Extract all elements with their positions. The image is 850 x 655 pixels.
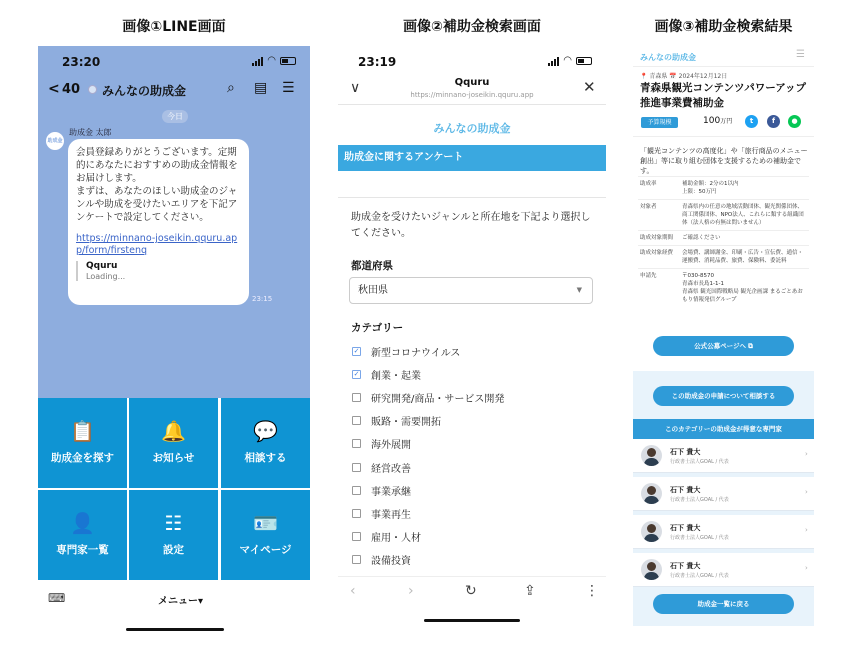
- grant-title: 青森県観光コンテンツパワーアップ推進事業費補助金: [640, 82, 807, 109]
- menu-label: お知らせ: [152, 452, 195, 464]
- chat-area: [38, 46, 310, 398]
- chevron-right-icon: ›: [805, 526, 808, 534]
- detail-value: 青森県内の任意の地域活動団体、観光関係団体、商工関係団体、NPO法人、これらに類する組織団体（法人格の有無は問いません）: [680, 200, 809, 231]
- hamburger-icon[interactable]: ☰: [796, 49, 805, 60]
- sender-name: 助成金 太郎: [69, 128, 112, 137]
- official-page-button[interactable]: 公式公募ページへ ⧉: [653, 336, 794, 356]
- category-heading: カテゴリー: [351, 322, 404, 334]
- category-checkbox[interactable]: [352, 552, 411, 568]
- grant-details-table: [638, 176, 809, 307]
- menu-experts-button[interactable]: [38, 490, 127, 580]
- link-preview-card[interactable]: [76, 261, 241, 281]
- hamburger-icon[interactable]: ☰: [282, 80, 295, 96]
- menu-label: マイページ: [239, 544, 292, 556]
- site-name: Qquru: [454, 77, 490, 88]
- menu-label: 助成金を探す: [51, 452, 114, 464]
- id-card-icon: 🪪: [253, 511, 278, 535]
- sender-avatar[interactable]: 助成金: [46, 132, 64, 150]
- checkbox-icon[interactable]: [352, 509, 361, 518]
- expert-title: 行政書士法人GOAL / 代表: [670, 497, 729, 503]
- message-text: 会員登録ありがとうございます。定期的にあなたにおすすめの助成金情報をお届けします。 まずは、あなたのほしい助成金のジャンルや助成を受けたいエリアを下記アンケートで設定してください。: [76, 147, 238, 223]
- twitter-share-icon[interactable]: t: [745, 115, 758, 128]
- forward-icon[interactable]: ›: [408, 583, 414, 599]
- status-icons: [548, 56, 592, 66]
- budget-amount: [703, 116, 732, 126]
- divider: [633, 66, 814, 67]
- back-to-list-button[interactable]: 助成金一覧に戻る: [653, 594, 794, 614]
- keyboard-icon[interactable]: ⌨: [48, 591, 66, 605]
- table-row: [638, 269, 809, 308]
- prefecture-select[interactable]: [349, 277, 593, 304]
- category-label: 設備投資: [371, 556, 411, 568]
- grant-meta: 📍 青森県 📅 2024年12月12日: [640, 73, 728, 80]
- signal-icon: [548, 57, 559, 66]
- avatar: [641, 445, 662, 466]
- site-logo: みんなの助成金: [433, 122, 511, 135]
- budget-tag: 予算規模: [641, 117, 678, 128]
- expert-list-item[interactable]: [633, 515, 814, 549]
- category-checkbox[interactable]: [352, 366, 421, 382]
- link-preview-status: Loading...: [86, 272, 126, 281]
- experts-heading: このカテゴリーの助成金が得意な専門家: [633, 419, 814, 439]
- site-logo[interactable]: みんなの助成金: [640, 53, 696, 62]
- menu-toggle[interactable]: メニュー▾: [158, 596, 204, 607]
- detail-value: 会場費、講師謝金、印刷・広告・宣伝費、通信・運搬費、消耗品費、旅費、保険料、委託料: [680, 246, 809, 269]
- category-label: 経営改善: [371, 463, 411, 475]
- account-icon: [88, 85, 97, 94]
- unread-count[interactable]: 40: [62, 82, 81, 97]
- chevron-right-icon: ›: [805, 488, 808, 496]
- survey-banner: 助成金に関するアンケート: [338, 145, 606, 171]
- detail-key: 助成対象経費: [638, 246, 680, 269]
- caret-down-icon: ▼: [576, 286, 582, 294]
- expert-name: 石下 貴大: [670, 562, 701, 570]
- close-icon[interactable]: ✕: [583, 78, 596, 96]
- amount-unit: 万円: [720, 118, 733, 125]
- expert-name: 石下 貴大: [670, 486, 701, 494]
- category-label: 新型コロナウイルス: [371, 347, 461, 359]
- browser-toolbar: [338, 576, 606, 606]
- category-label: 販路・需要開拓: [371, 417, 441, 429]
- prefecture-heading: 都道府県: [351, 260, 393, 272]
- clipboard-icon: 📋: [70, 419, 95, 443]
- menu-label: 専門家一覧: [56, 544, 109, 556]
- category-label: 海外展開: [371, 440, 411, 452]
- date-chip: 今日: [162, 110, 188, 123]
- wifi-icon: ◠: [563, 55, 572, 66]
- signal-icon: [252, 57, 263, 66]
- checkbox-icon[interactable]: [352, 439, 361, 448]
- divider: [338, 197, 606, 198]
- share-icon[interactable]: ⇪: [524, 583, 536, 599]
- message-time: 23:15: [252, 295, 273, 303]
- expert-title: 行政書士法人GOAL / 代表: [670, 459, 729, 465]
- message-bubble: [68, 139, 249, 305]
- detail-value: 補助金額：2分の1以内 上限：50万円: [680, 177, 809, 200]
- expert-name: 石下 貴大: [670, 524, 701, 532]
- expert-list-item[interactable]: [633, 477, 814, 511]
- chat-header: [38, 76, 310, 106]
- battery-icon: [576, 57, 592, 65]
- category-label: 雇用・人材: [371, 533, 421, 545]
- status-time: 23:19: [358, 55, 397, 69]
- category-checkbox[interactable]: [352, 413, 441, 429]
- home-indicator: [126, 628, 224, 631]
- avatar: [641, 559, 662, 580]
- checkbox-checked-icon[interactable]: ✓: [353, 346, 360, 355]
- table-row: [638, 231, 809, 246]
- line-screen: [38, 46, 310, 640]
- bell-icon: 🔔: [161, 419, 186, 443]
- status-icons: [252, 56, 296, 66]
- rich-menu: [38, 398, 310, 581]
- category-checkbox[interactable]: [352, 529, 421, 545]
- checkbox-icon[interactable]: [352, 393, 361, 402]
- expert-name: 石下 貴大: [670, 448, 701, 456]
- amount-value: 100: [703, 116, 721, 126]
- intro-text: 助成金を受けたいジャンルと所在地を下記より選択してください。: [351, 212, 591, 239]
- table-row: [638, 246, 809, 269]
- category-label: 事業再生: [371, 509, 411, 521]
- chat-title: みんなの助成金: [102, 84, 187, 98]
- result-screen: [633, 46, 814, 626]
- menu-find-grant-button[interactable]: [38, 398, 127, 488]
- back-icon[interactable]: ‹: [350, 583, 356, 599]
- checkbox-icon[interactable]: [352, 463, 361, 472]
- avatar: [641, 483, 662, 504]
- detail-key: 助成対象期間: [638, 231, 680, 246]
- menu-consult-button[interactable]: [221, 398, 310, 488]
- detail-key: 助成率: [638, 177, 680, 200]
- table-row: [638, 200, 809, 231]
- category-checkbox[interactable]: [352, 343, 460, 359]
- menu-label: 相談する: [244, 452, 287, 464]
- category-checkbox[interactable]: [352, 389, 504, 405]
- category-label: 創業・起業: [371, 370, 421, 382]
- checkbox-icon[interactable]: [352, 555, 361, 564]
- more-icon[interactable]: ⋮: [585, 583, 599, 599]
- expert-title: 行政書士法人GOAL / 代表: [670, 573, 729, 579]
- status-time: 23:20: [62, 55, 101, 69]
- detail-key: 申請先: [638, 269, 680, 308]
- category-checkbox[interactable]: [352, 459, 411, 475]
- caption-search: 画像②補助金検索画面: [403, 19, 541, 35]
- menu-settings-button[interactable]: [129, 490, 218, 580]
- line-share-icon[interactable]: ●: [788, 115, 801, 128]
- link-preview-title: Qquru: [86, 261, 118, 271]
- menu-label: 設定: [163, 544, 184, 556]
- category-checkbox[interactable]: [352, 482, 411, 498]
- chevron-right-icon: ›: [805, 564, 808, 572]
- survey-link[interactable]: https://minnano-joseikin.qquru.app/form/firstenq: [76, 233, 238, 256]
- battery-icon: [280, 57, 296, 65]
- detail-value: ご確認ください: [680, 231, 809, 246]
- checkbox-checked-icon[interactable]: ✓: [353, 369, 360, 378]
- search-icon[interactable]: ⌕: [227, 80, 235, 96]
- expert-list-item[interactable]: [633, 439, 814, 473]
- category-checkbox[interactable]: [352, 436, 411, 452]
- category-checkbox[interactable]: [352, 505, 411, 521]
- checkbox-icon[interactable]: [352, 416, 361, 425]
- note-icon[interactable]: ▤: [254, 80, 268, 96]
- category-label: 事業承継: [371, 486, 411, 498]
- table-row: [638, 177, 809, 200]
- expert-title: 行政書士法人GOAL / 代表: [670, 535, 729, 541]
- avatar: [641, 521, 662, 542]
- divider: [633, 136, 814, 137]
- chat-icon: 💬: [253, 419, 278, 443]
- person-icon: 👤: [70, 511, 95, 535]
- expert-list-item[interactable]: [633, 553, 814, 587]
- category-label: 研究開発/商品・サービス開発: [371, 393, 505, 405]
- reload-icon[interactable]: ↻: [465, 583, 477, 599]
- grant-description: 「観光コンテンツの高度化」や「旅行商品のメニュー創出」等に取り組む団体を支援するための補助金です。: [640, 147, 808, 175]
- facebook-share-icon[interactable]: f: [767, 115, 780, 128]
- url-text: https://minnano-joseikin.qquru.app: [410, 91, 534, 99]
- home-indicator: [424, 619, 520, 622]
- menu-mypage-button[interactable]: [221, 490, 310, 580]
- wifi-icon: ◠: [267, 55, 276, 66]
- sliders-icon: ☷: [164, 511, 183, 535]
- divider: [338, 104, 606, 105]
- caption-result: 画像③補助金検索結果: [654, 19, 793, 35]
- consult-button[interactable]: この助成金の申請について相談する: [653, 386, 794, 406]
- caption-line: 画像①LINE画面: [122, 19, 226, 35]
- checkbox-icon[interactable]: [352, 532, 361, 541]
- back-chevron-icon[interactable]: <: [48, 81, 60, 97]
- chevron-right-icon: ›: [805, 450, 808, 458]
- prefecture-value: 秋田県: [358, 285, 388, 296]
- detail-key: 対象者: [638, 200, 680, 231]
- search-screen: [338, 46, 606, 640]
- checkbox-icon[interactable]: [352, 486, 361, 495]
- menu-bar: [38, 581, 310, 640]
- detail-value: 〒030-8570 青森市長島1-1-1 青森県 観光国際戦略局 観光企画課 まるごとあおもり情報発信グループ: [680, 269, 809, 308]
- chevron-down-icon[interactable]: ∨: [350, 80, 361, 96]
- menu-news-button[interactable]: [129, 398, 218, 488]
